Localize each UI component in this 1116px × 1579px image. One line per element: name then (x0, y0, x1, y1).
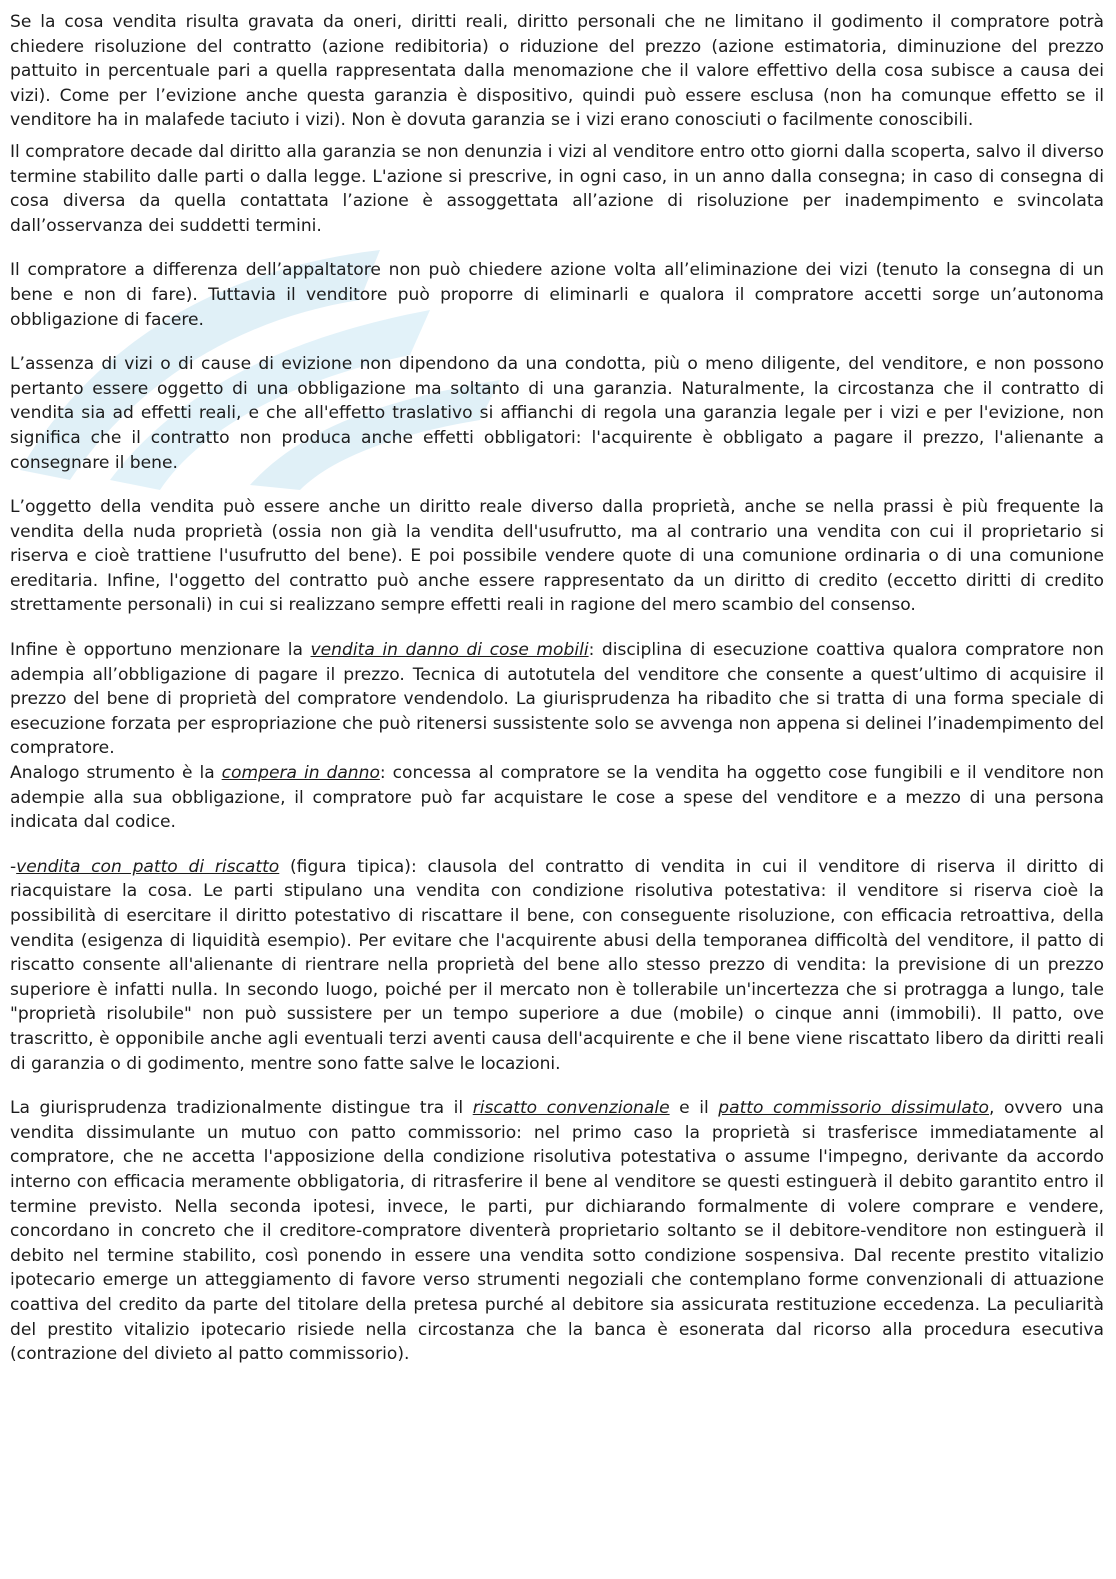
text-run: (figura tipica): clausola del contratto di vendita in cui il venditore di riserva il diritto di riacquistare la cosa. Le parti stipulano una vendita con condizione risolutiva potestativa: il venditore si riserva cioè la possibilità di esercitare il diritto potestativo di riscattare il bene, con conseguente risoluzione, con efficacia retroattiva, della vendita (esigenza di liquidità esempio). Per evitare che l'acquirente abusi della temporanea difficoltà del venditore, il patto di riscatto consente all'alienante di rientrare nella proprietà del bene allo stesso prezzo di vendita: la previsione di un prezzo superiore è infatti nulla. In secondo luogo, poiché per il mercato non è tollerabile un'incertezza che si protragga a lungo, tale "proprietà risolubile" non può sussistere per un tempo superiore a due (mobile) o cinque anni (immobili). Il patto, ove trascritto, è opponibile anche agli eventuali terzi aventi causa dell'acquirente e che il bene viene riscattato libero da diritti reali di garanzia o di godimento, mentre sono fatte salve le locazioni. (10, 856, 1105, 1074)
emphasized-term: riscatto convenzionale (472, 1098, 670, 1119)
paragraph (10, 495, 1104, 618)
text-run: Il compratore a differenza dell’appaltatore non può chiedere azione volta all’eliminazione dei vizi (tenuto la consegna di un bene e non di fare). Tuttavia il venditore può proporre di eliminarli e qualora il compratore accetti sorge un’autonoma obbligazione di facere. (10, 260, 1104, 330)
text-run: e il (669, 1098, 719, 1119)
paragraph (10, 352, 1104, 475)
paragraph (10, 140, 1104, 238)
paragraph (10, 855, 1104, 1076)
text-run: : concessa al compratore se la vendita ha oggetto cose fungibili e il venditore non adempie alla sua obbligazione, il compratore può far acquistare le cose a spese del venditore e a mezzo di una persona indicata dal codice. (10, 763, 1104, 833)
paragraph (10, 638, 1104, 761)
text-run: L’oggetto della vendita può essere anche un diritto reale diverso dalla proprietà, anche se nella prassi è più frequente la vendita della nuda proprietà (ossia non già la vendita dell'usufrutto, ma al contrario una vendita con cui il proprietario si riserva e cioè trattiene l'usufrutto del bene). E poi possibile vendere quote di una comunione ordinaria o di una comunione ereditaria. Infine, l'oggetto del contratto può anche essere rappresentato da un diritto di credito (eccetto diritti di credito strettamente personali) in cui si realizzano sempre effetti reali in ragione del mero scambio del consenso. (10, 497, 1104, 616)
text-run: Se la cosa vendita risulta gravata da oneri, diritti reali, diritto personali che ne limitano il godimento il compratore potrà chiedere risoluzione del contratto (azione redibitoria) o riduzione del prezzo (azione estimatoria, diminuzione del prezzo pattuito in percentuale pari a quella rappresentata dalla menomazione che il valore effettivo della cosa subisce a causa dei vizi). Come per l’evizione anche questa garanzia è dispositivo, quindi può essere esclusa (non ha comunque effetto se il venditore ha in malafede taciuto i vizi). Non è dovuta garanzia se i vizi erano conosciuti o facilmente conoscibili. (10, 12, 1104, 131)
emphasized-term: vendita in danno di cose mobili (310, 640, 589, 661)
text-run: Il compratore decade dal diritto alla garanzia se non denunzia i vizi al venditore entro otto giorni dalla scoperta, salvo il diverso termine stabilito dalle parti o dalla legge. L'azione si prescrive, in ogni caso, in un anno dalla consegna; in caso di consegna di cosa diversa da quella contattata l’azione è assoggettata all’azione di risoluzione per inadempimento e svincolata dall’osservanza dei suddetti termini. (10, 141, 1104, 236)
text-run: : disciplina di esecuzione coattiva qualora compratore non adempia all’obbligazione di pagare il prezzo. Tecnica di autotutela del venditore che consente a quest’ultimo di acquisire il prezzo del bene di proprietà del compratore vendendolo. La giurisprudenza ha ribadito che si tratta di una forma speciale di esecuzione forzata per espropriazione che può ritenersi sussistente solo se avvenga non appena si delinei l’inadempimento del compratore. (10, 640, 1104, 759)
text-run: , ovvero una vendita dissimulante un mutuo con patto commissorio: nel primo caso la proprietà si trasferisce immediatamente al compratore, che ne accetta l'apposizione della condizione risolutiva potestativa o assume l'impegno, derivante da accordo interno con efficacia meramente obbligatoria, di ritrasferire il bene al venditore se questi estinguerà il debito garantito entro il termine previsto. Nella seconda ipotesi, invece, le parti, pur dichiarando formalmente di volere comprare e vendere, concordano in concreto che il creditore-compratore diventerà proprietario soltanto se il debitore-venditore non estinguerà il debito nel termine stabilito, così ponendo in essere una vendita sotto condizione sospensiva. Dal recente prestito vitalizio ipotecario emerge un atteggiamento di favore verso strumenti negoziali che contemplano forme convenzionali di attuazione coattiva del credito da parte del titolare della pretesa purché al debitore sia assicurata restituzione eccedenza. La peculiarità del prestito vitalizio ipotecario risiede nella circostanza che la banca è esonerata dal ricorso alla procedura esecutiva (contrazione del divieto al patto commissorio). (10, 1098, 1105, 1365)
paragraph (10, 10, 1104, 133)
text-run: Infine è opportuno menzionare la (10, 640, 311, 661)
text-run: - (10, 856, 17, 877)
text-run: L’assenza di vizi o di cause di evizione non dipendono da una condotta, più o meno diligente, del venditore, e non possono pertanto essere oggetto di una obbligazione ma soltanto di una garanzia. Naturalmente, la circostanza che il contratto di vendita sia ad effetti reali, e che all'effetto traslativo si affianchi di regola una garanzia legale per i vizi e per l'evizione, non significa che il contratto non produca anche effetti obbligatori: l'acquirente è obbligato a pagare il prezzo, l'alienante a consegnare il bene. (10, 354, 1104, 473)
emphasized-term: compera in danno (221, 763, 380, 784)
document-page (10, 10, 1104, 1367)
paragraph (10, 1096, 1104, 1367)
paragraph (10, 761, 1104, 835)
emphasized-term: vendita con patto di riscatto (16, 856, 280, 877)
text-run: Analogo strumento è la (10, 763, 222, 784)
paragraph (10, 258, 1104, 332)
emphasized-term: patto commissorio dissimulato (718, 1098, 990, 1119)
text-run: La giurisprudenza tradizionalmente distingue tra il (10, 1098, 473, 1119)
